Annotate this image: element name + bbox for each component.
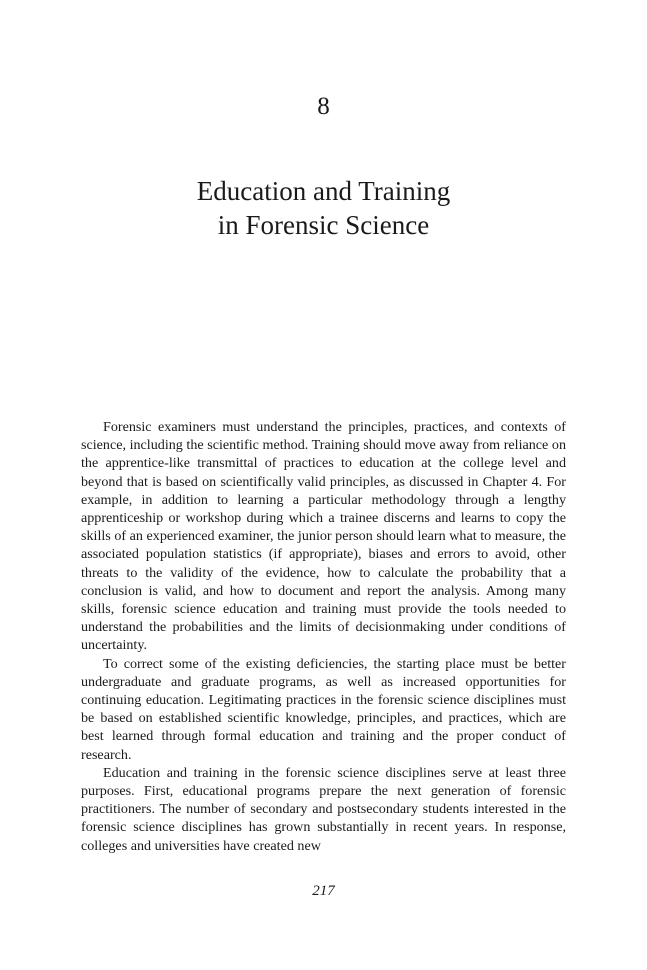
chapter-title	[0, 174, 647, 242]
paragraph-2: To correct some of the existing deficiencies, the starting place must be better undergraduate and graduate programs, as well as increased opportunities for continuing education. Legitimating practices in the forensic science disciplines must be based on established scientific knowledge, principles, and practices, which are best learned through formal education and training and the proper conduct of research.	[81, 655, 566, 763]
paragraph-3: Education and training in the forensic science disciplines serve at least three purposes. First, educational programs prepare the next generation of forensic practitioners. The number of secondary and postsecondary students interested in the forensic science disciplines has grown substantially in recent years. In response, colleges and universities have created new	[81, 764, 566, 854]
chapter-number: 8	[317, 93, 330, 120]
body-text	[81, 418, 566, 855]
chapter-title-line-1: Education and Training	[196, 176, 451, 206]
page-number: 217	[312, 883, 335, 899]
chapter-title-line-2: in Forensic Science	[217, 210, 430, 240]
paragraph-1: Forensic examiners must understand the principles, practices, and contexts of science, including the scientific method. Training should move away from reliance on the apprentice-like transmittal of practices to education at the college level and beyond that is based on scientifically valid principles, as discussed in Chapter 4. For example, in addition to learning a particular methodology through a lengthy apprenticeship or workshop during which a trainee discerns and learns to copy the skills of an experienced examiner, the junior person should learn what to measure, the associated population statistics (if appropriate), biases and errors to avoid, other threats to the validity of the evidence, how to calculate the probability that a conclusion is valid, and how to document and report the analysis. Among many skills, forensic science education and training must provide the tools needed to understand the probabilities and the limits of decisionmaking under conditions of uncertainty.	[81, 419, 566, 654]
